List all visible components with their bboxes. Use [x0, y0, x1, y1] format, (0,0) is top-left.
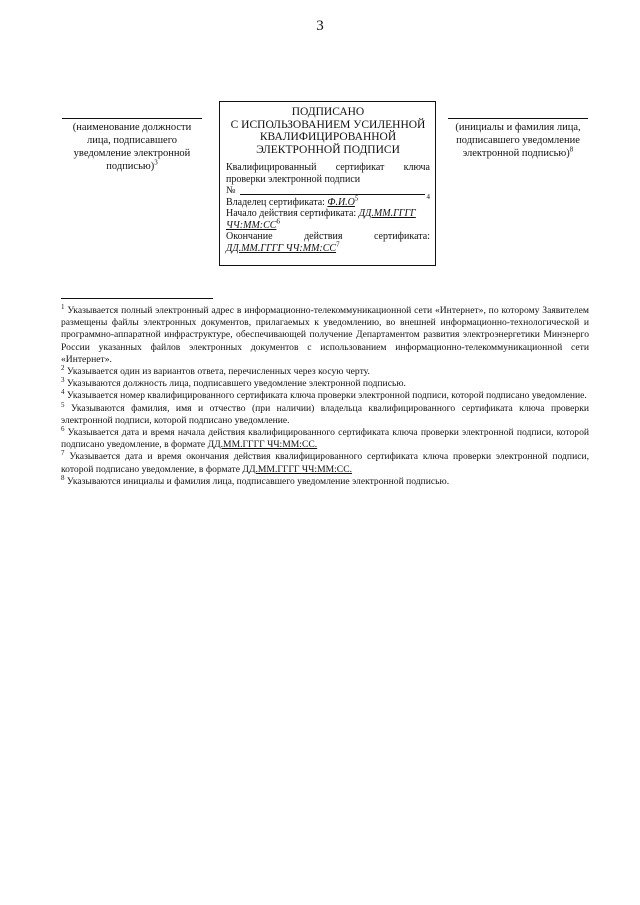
footnote-number: 3	[61, 376, 65, 385]
page-number: 3	[316, 18, 324, 34]
number-blank-line	[240, 186, 425, 195]
footnote-text: Указывается дата и время начала действия квалифицированного сертификата ключа проверки электронной подписи, которой подписано уведомление, в формате	[61, 427, 590, 451]
certificate-word: Квалифицированный	[226, 162, 317, 173]
certificate-word: сертификат	[335, 162, 385, 173]
footnote-format: ДД.ММ.ГГГГ ЧЧ:ММ:СС.	[242, 463, 352, 475]
footnote	[61, 378, 589, 390]
footnote-text: Указывается номер квалифицированного сертификата ключа проверки электронной подписи, которой подписано уведомление.	[66, 390, 587, 402]
footnote-number: 7	[61, 449, 65, 458]
footnote-ref: 7	[336, 240, 340, 249]
signature-stamp	[219, 101, 436, 266]
start-date-value: ДД.ММ.ГГГГ	[358, 208, 416, 219]
footnote-ref: 8	[569, 145, 574, 154]
position-caption-line: лица, подписавшего	[87, 135, 177, 146]
end-label	[226, 231, 430, 243]
certificate-number-line: № 4	[226, 185, 430, 201]
footnotes	[61, 302, 590, 488]
end-word: сертификата:	[373, 231, 430, 242]
footnote-ref: 6	[276, 217, 280, 226]
start-time-line	[226, 217, 430, 232]
footnote	[61, 390, 589, 402]
end-word: действия	[304, 231, 343, 242]
position-caption-line: уведомление электронной	[73, 148, 191, 159]
end-value: ДД.ММ.ГГГГ ЧЧ:ММ:СС	[226, 242, 337, 254]
name-caption-line: (инициалы и фамилия лица,	[455, 122, 581, 133]
position-signature-caption	[62, 118, 202, 173]
end-value-line	[226, 240, 430, 255]
footnote-text: Указывается полный электронный адрес в информационно-телекоммуникационной сети «Интернет», по которому Заявителем размещены файлы электронных документов, прилагаемых к уведомлению, во внешней информационно-технологической и программно-аппаратной инфраструктуре, обеспечивающей получение Департаментом развития электроэнергетики Минэнерго России указанных файлов электронных документов с использованием информационно-телекоммуникационной сети «Интернет».	[61, 305, 590, 365]
name-caption-line: подписавшего уведомление	[456, 135, 580, 146]
owner-line	[226, 194, 430, 209]
certificate-label-cont: проверки электронной подписи	[226, 173, 361, 185]
footnote-text: Указываются инициалы и фамилия лица, подписавшего уведомление электронной подписью.	[66, 475, 450, 487]
start-line	[226, 208, 430, 220]
footnote-number: 6	[61, 424, 65, 433]
stamp-title-line: ПОДПИСАНО	[291, 106, 365, 118]
footnote-text: Указывается один из вариантов ответа, перечисленных через косую черту.	[66, 366, 370, 378]
owner-label: Владелец сертификата:	[226, 196, 325, 208]
start-label: Начало действия сертификата:	[226, 208, 357, 219]
footnote	[61, 302, 590, 366]
footnote-number: 5	[61, 400, 65, 409]
certificate-word: ключа	[403, 162, 430, 173]
footnote	[61, 451, 589, 475]
footnote	[61, 363, 589, 378]
footnote-separator	[61, 298, 213, 299]
stamp-title-line: С ИСПОЛЬЗОВАНИЕМ УСИЛЕННОЙ	[230, 118, 426, 131]
start-time-value: ЧЧ:ММ:СС	[226, 219, 277, 231]
footnote-format: ДД.ММ.ГГГГ ЧЧ:ММ:СС.	[207, 439, 318, 451]
certificate-label	[226, 162, 430, 174]
stamp-title	[226, 106, 430, 156]
position-caption-line	[62, 160, 202, 173]
footnote-text: Указываются фамилия, имя и отчество (при наличии) владельца квалифицированного сертификата ключа проверки электронной подписи, которой подписано уведомление.	[61, 402, 589, 426]
footnote-ref: 3	[154, 158, 158, 167]
position-caption-line: (наименование должности	[72, 122, 192, 133]
name-caption-text: электронной подписью)	[462, 148, 570, 159]
position-caption-text: подписью)	[106, 161, 155, 172]
end-word: Окончание	[226, 231, 273, 242]
footnote-number: 8	[61, 473, 65, 482]
footnote-text: Указывается дата и время окончания действия квалифицированного сертификата ключа проверки электронной подписи, которой подписано уведомление, в формате	[61, 451, 589, 475]
stamp-title-line: ЭЛЕКТРОННОЙ ПОДПИСИ	[256, 143, 400, 156]
number-sign: №	[226, 185, 236, 196]
footnote	[61, 424, 590, 451]
owner-value: Ф.И.О	[327, 196, 355, 208]
name-caption-line	[448, 147, 588, 160]
stamp-title-line: КВАЛИФИЦИРОВАННОЙ	[259, 131, 397, 143]
footnote-number: 4	[61, 388, 65, 397]
footnote-ref: 5	[354, 194, 359, 203]
footnote-text: Указываются должность лица, подписавшего уведомление электронной подписью.	[66, 378, 406, 390]
name-signature-caption	[448, 118, 588, 160]
footnote-number: 1	[61, 302, 65, 311]
footnote	[61, 473, 589, 488]
footnote	[61, 400, 589, 427]
footnote-number: 2	[61, 363, 65, 372]
